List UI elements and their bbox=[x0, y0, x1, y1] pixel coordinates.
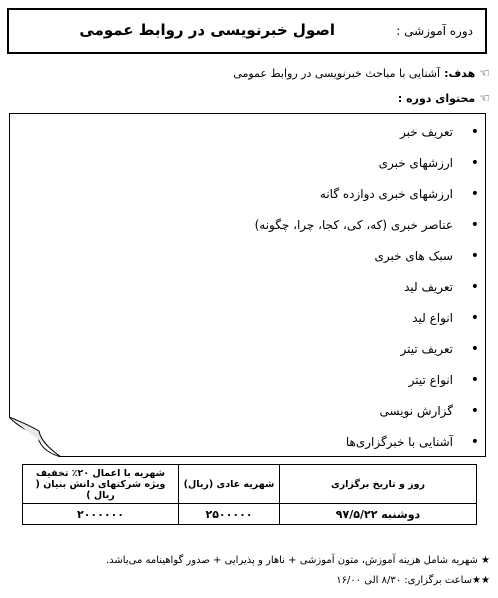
course-title: اصول خبرنویسی در روابط عمومی bbox=[79, 21, 335, 39]
content-heading-line bbox=[398, 91, 490, 105]
list-item: • ارزشهای خبری bbox=[378, 155, 479, 171]
date-column-header: روز و تاریخ برگزاری bbox=[280, 465, 477, 504]
topics-list bbox=[254, 121, 479, 462]
topics-box bbox=[9, 113, 486, 457]
date-cell: دوشنبه ۹۷/۵/۲۲ bbox=[280, 504, 477, 525]
fees-table bbox=[22, 464, 477, 525]
list-item: • تعریف تیتر bbox=[400, 341, 479, 357]
fee-includes-note: ★ شهریه شامل هزینه آموزش، متون آموزشی + ناهار و پذیرایی + صدور گواهینامه می‌باشد. bbox=[105, 555, 490, 566]
regular-fee-cell: ۲۵۰۰۰۰۰ bbox=[179, 504, 280, 525]
list-item: • سبک های خبری bbox=[374, 248, 479, 264]
hand-pointer-icon: ☞ bbox=[479, 91, 490, 105]
goal-label: هدف: bbox=[444, 66, 476, 80]
time-note: ★★ساعت برگزاری: ۸/۳۰ الی ۱۶/۰۰ bbox=[336, 575, 490, 586]
goal-text: آشنایی با مباحث خبرنویسی در روابط عمومی bbox=[233, 66, 441, 80]
goal-line bbox=[233, 66, 490, 80]
list-item: • تعریف لید bbox=[404, 279, 479, 295]
course-title-box bbox=[7, 8, 487, 54]
discount-fee-column-header: شهریه با اعمال ۲۰٪ تخفیف ویژه شرکتهای دانش بنیان ( ریال ) bbox=[23, 465, 179, 504]
course-label: دوره آموزشی : bbox=[396, 24, 473, 38]
page-curl-icon bbox=[9, 417, 61, 457]
hand-pointer-icon: ☞ bbox=[479, 66, 490, 80]
list-item: • تعریف خبر bbox=[400, 124, 479, 140]
list-item: • انواع لید bbox=[412, 310, 479, 326]
regular-fee-column-header: شهریه عادی (ریال) bbox=[179, 465, 280, 504]
table-header-row bbox=[23, 465, 477, 504]
list-item: • عناصر خبری (که، کی، کجا، چرا، چگونه) bbox=[254, 217, 479, 233]
list-item: • گزارش نویسی bbox=[379, 403, 479, 419]
content-label: محتوای دوره : bbox=[397, 91, 476, 105]
list-item: • ارزشهای خبری دوازده گانه bbox=[319, 186, 479, 202]
list-item: • آشنایی با خبرگزاری‌ها bbox=[345, 434, 479, 450]
discount-fee-cell: ۲۰۰۰۰۰۰ bbox=[23, 504, 179, 525]
list-item: • انواع تیتر bbox=[408, 372, 479, 388]
table-row bbox=[23, 504, 477, 525]
